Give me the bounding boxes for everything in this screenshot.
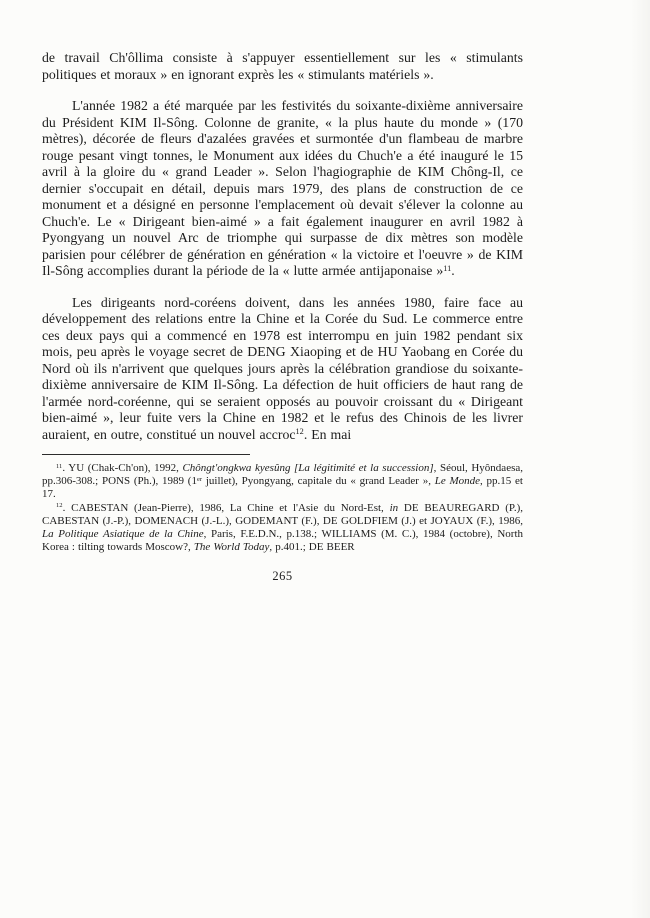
paragraph-china-relations: Les dirigeants nord-coréens doivent, dans les années 1980, faire face au développement des relations entre la Chine et la Corée du Sud. Le commerce entre ces deux pays qui a commencé en 1978 est interrompu en juin 1982 pendant six mois, peu après le voyage secret de DENG Xiaoping et de HU Yaobang en Corée du Nord où ils n'arrivent que quelques jours après la célébration grandiose du soixante-dixième anniversaire de KIM Il-Sông. La défection de huit officiers de haut rang de l'armée nord-coréenne, qui se seraient opposés au pouvoir croissant du « Dirigeant bien-aimé », leur fuite vers la Chine en 1982 et le refus des Chinois de les livrer auraient, en outre, constitué un nouvel accroc$^{12}$. En mai [42, 294, 523, 442]
body-text [42, 50, 523, 584]
footnote-separator-rule [42, 454, 250, 455]
footnote-12: $^{12}$. CABESTAN (Jean-Pierre), 1986, La Chine et l'Asie du Nord-Est, in DE BEAUREGARD (P.), CABESTAN (J.-P.), DOMENACH (J.-L.), GODEMANT (F.), DE GOLDFIEM (J.) et JOYAUX (F.), 1986, La Politique Asiatique de la Chine, Paris, F.E.D.N., p.138.; WILLIAMS (M. C.), 1984 (octobre), North Korea : tilting towards Moscow?, The World Today, p.401.; DE BEER [42, 501, 523, 554]
page-number: 265 [272, 569, 293, 584]
paragraph-chollima: de travail Ch'ôllima consiste à s'appuyer essentiellement sur les « stimulants politiques et moraux » en ignorant exprès les « stimulants matériels ». [42, 50, 523, 82]
paragraph-anniversary-1982: L'année 1982 a été marquée par les festivités du soixante-dixième anniversaire du Président KIM Il-Sông. Colonne de granite, « la plus haute du monde » (170 mètres), décorée de fleurs d'azalées gravées et surmontée d'un flambeau de marbre rouge pesant vingt tonnes, le Monument aux idées du Chuch'e a été inauguré le 15 avril à la gloire du « grand Leader ». Selon l'hagiographie de KIM Chông-Il, ce dernier s'occupait en détail, depuis mars 1979, des plans de construction de ce monument et a désigné en personne l'emplacement où devait s'élever la colonne au Chuch'e. Le « Dirigeant bien-aimé » a fait également inaugurer en avril 1982 à Pyongyang un nouvel Arc de triomphe qui surpasse de dix mètres son modèle parisien pour célébrer de génération en génération « la victoire et l'oeuvre » de KIM Il-Sông accomplies durant la période de la « lutte armée antijaponaise »$^{11}$. [42, 98, 523, 278]
footnote-11: $^{11}$. YU (Chak-Ch'on), 1992, Chôngt'ongkwa kyesûng [La légitimité et la succession], Séoul, Hyôndaesa, pp.306-308.; PONS (Ph.), 1989 (1er juillet), Pyongyang, capitale du « grand Leader », Le Monde, pp.15 et 17. [42, 462, 523, 501]
footnotes-section [42, 462, 523, 554]
